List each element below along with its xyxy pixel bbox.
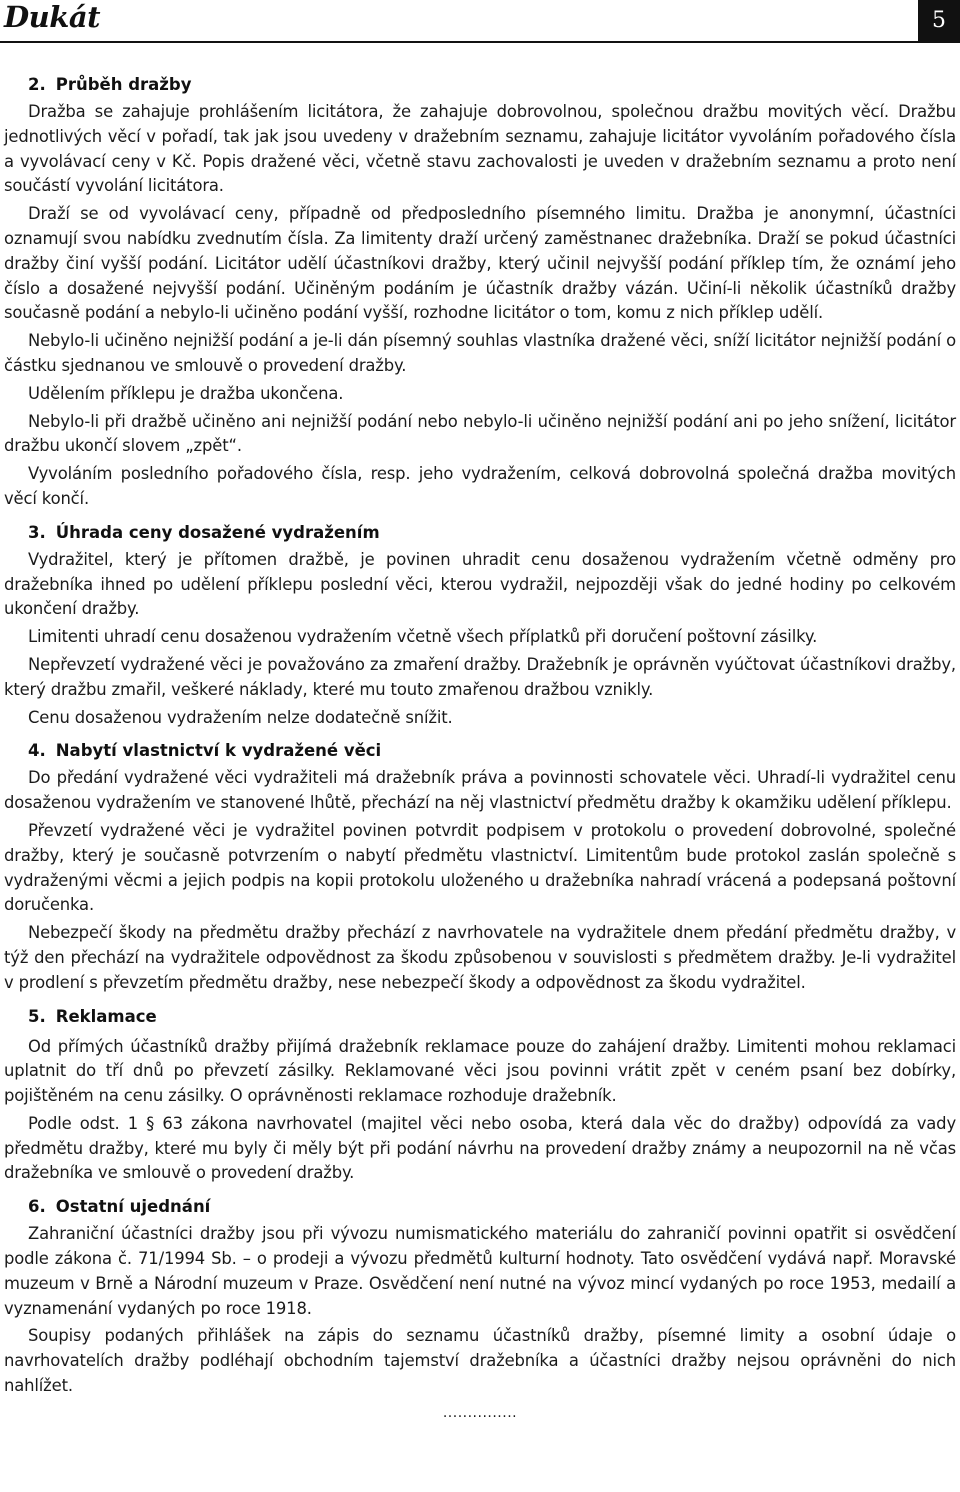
section-number: 3. (28, 522, 46, 542)
paragraph: Draží se od vyvolávací ceny, případně od předposledního písemného limitu. Dražba je anonymní, účastníci oznamují svou nabídku zvednutím čísla. Za limitenty draží určený zaměstnanec dražebníka. Draží se pokud účastníci dražby činí vyšší podání. Licitátor udělí účastníkovi dražby, který učinil nejvyšší podání příklep tím, že oznámí jeho číslo a dosažené nejvyšší podání. Učiněným podáním je účastník dražby vázán. Učiní-li několik účastníků dražby současně podání a nebylo-li učiněno podání vyšší, rozhodne licitátor o tom, komu z nich příklep udělí. (4, 204, 956, 323)
section-title: Nabytí vlastnictví k vydražené věci (55, 741, 382, 761)
paragraph: Udělením příklepu je dražba ukončena. (28, 383, 344, 403)
section-3 (4, 518, 956, 731)
paragraph: Limitenti uhradí cenu dosaženou vydražením včetně všech příplatků při doručení poštovní zásilky. (28, 627, 818, 647)
paragraph: Cenu dosaženou vydražením nelze dodatečně snížit. (28, 707, 453, 727)
section-heading (4, 70, 956, 100)
paragraph: Nebezpečí škody na předmětu dražby přechází z navrhovatele na vydražitele dnem předání předmětu dražby, v týž den přechází na vydražitele odpovědnost za škodu způsobenou v souvislosti s předmětem dražby. Je-li vydražitel v prodlení s převzetím předmětu dražby, nese nebezpečí škody a odpovědnost za škodu vydražitel. (4, 923, 956, 992)
section-6 (4, 1192, 956, 1399)
paragraph: Nebylo-li při dražbě učiněno ani nejnižší podání nebo nebylo-li učiněno nejnižší podání ani po jeho snížení, licitátor dražbu ukončí slovem „zpět“. (4, 411, 956, 456)
section-title: Ostatní ujednání (55, 1197, 211, 1217)
section-title: Reklamace (55, 1006, 157, 1026)
section-heading (4, 1002, 956, 1032)
section-heading (4, 518, 956, 548)
section-2 (4, 70, 956, 512)
paragraph: Do předání vydražené věci vydražiteli má dražebník práva a povinnosti schovatele věci. Uhradí-li vydražitel cenu dosaženou vydražením ve stanovené lhůtě, přechází na něj vlastnictví předmětu dražby k okamžiku udělení příklepu. (4, 768, 956, 813)
document-body (4, 70, 956, 1421)
section-number: 6. (28, 1197, 46, 1217)
section-title: Průběh dražby (55, 75, 192, 94)
header-rule (0, 41, 918, 43)
section-title: Úhrada ceny dosažené vydražením (55, 522, 380, 542)
paragraph: Soupisy podaných přihlášek na zápis do seznamu účastníků dražby, písemné limity a osobní údaje o navrhovatelích dražby podléhají obchodním tajemství dražebníka a účastníci dražby nejsou oprávněni do nich nahlížet. (4, 1326, 956, 1396)
section-heading (4, 736, 956, 766)
paragraph: Převzetí vydražené věci je vydražitel povinen potvrdit podpisem v protokolu o provedení dobrovolné, společné dražby, který je současně potvrzením o nabytí předmětu vlastnictví. Limitentům bude protokol zaslán společně s vydraženými věcmi a jejich podpis na kopii protokolu uloženého u dražebníka nahradí vrácená a podepsaná poštovní doručenka. (4, 820, 956, 915)
page-header (0, 0, 960, 44)
section-5 (4, 1002, 956, 1187)
section-number: 5. (28, 1006, 46, 1026)
paragraph: Nepřevzetí vydražené věci je považováno za zmaření dražby. Dražebník je oprávněn vyúčtovat účastníkovi dražby, který dražbu zmařil, veškeré náklady, které mu touto zmařenou dražbou vznikly. (4, 654, 956, 699)
section-4 (4, 736, 956, 995)
paragraph: Vydražitel, který je přítomen dražbě, je povinen uhradit cenu dosaženou vydražením včetně odměny pro dražebníka ihned po udělení příklepu poslední věci, kterou vydražil, nejpozději však do jedné hodiny po celkovém ukončení dražby. (4, 549, 956, 619)
paragraph: Od přímých účastníků dražby přijímá dražebník reklamace pouze do zahájení dražby. Limitenti mohou reklamaci uplatnit do tří dnů po převzetí zásilky. Reklamované věci jsou povinni vrátit zpět v ceném psaní bez dobírky, pojištěném na cenu zásilky. O oprávněnosti reklamace rozhoduje dražebník. (4, 1036, 956, 1106)
paragraph: Vyvoláním posledního pořadového čísla, resp. jeho vydražením, celková dobrovolná společná dražba movitých věcí končí. (4, 464, 956, 508)
paragraph: Nebylo-li učiněno nejnižší podání a je-li dán písemný souhlas vlastníka dražené věci, sníží licitátor nejnižší podání o částku sjednanou ve smlouvě o provedení dražby. (4, 331, 956, 375)
section-number: 4. (28, 741, 46, 761)
paragraph: Podle odst. 1 § 63 zákona navrhovatel (majitel věci nebo osoba, která dala věc do dražby) odpovídá za vady předmětu dražby, které mu byly či měly být při podání návrhu na provedení dražby známy a neupozornil na ně včas dražebníka ve smlouvě o provedení dražby. (4, 1113, 956, 1183)
section-number: 2. (28, 75, 46, 94)
paragraph: Dražba se zahajuje prohlášením licitátora, že zahajuje dobrovolnou, společnou dražbu movitých věcí. Dražbu jednotlivých věcí v pořadí, tak jak jsou uvedeny v dražebním seznamu, zahajuje licitátor vyvoláním pořadového čísla a vyvolávací ceny v Kč. Popis dražené věci, včetně stavu zachovalosti je uveden v dražebním seznamu a proto není součástí vyvolání licitátora. (4, 102, 956, 196)
paragraph: Zahraniční účastníci dražby jsou při vývozu numismatického materiálu do zahraničí povinni opatřit si osvědčení podle zákona č. 71/1994 Sb. – o prodeji a vývozu předmětů kulturní hodnoty. Tato osvědčení vydává např. Moravské muzeum v Brně a Národní muzeum v Praze. Osvědčení není nutné na vývoz mincí vydaných po roce 1953, medailí a vyznamenání vydaných po roce 1918. (4, 1224, 956, 1318)
page-number: 5 (918, 0, 960, 43)
section-heading (4, 1192, 956, 1222)
dukat-logo: Dukát (4, 0, 101, 34)
end-mark: ............... (442, 1404, 518, 1421)
